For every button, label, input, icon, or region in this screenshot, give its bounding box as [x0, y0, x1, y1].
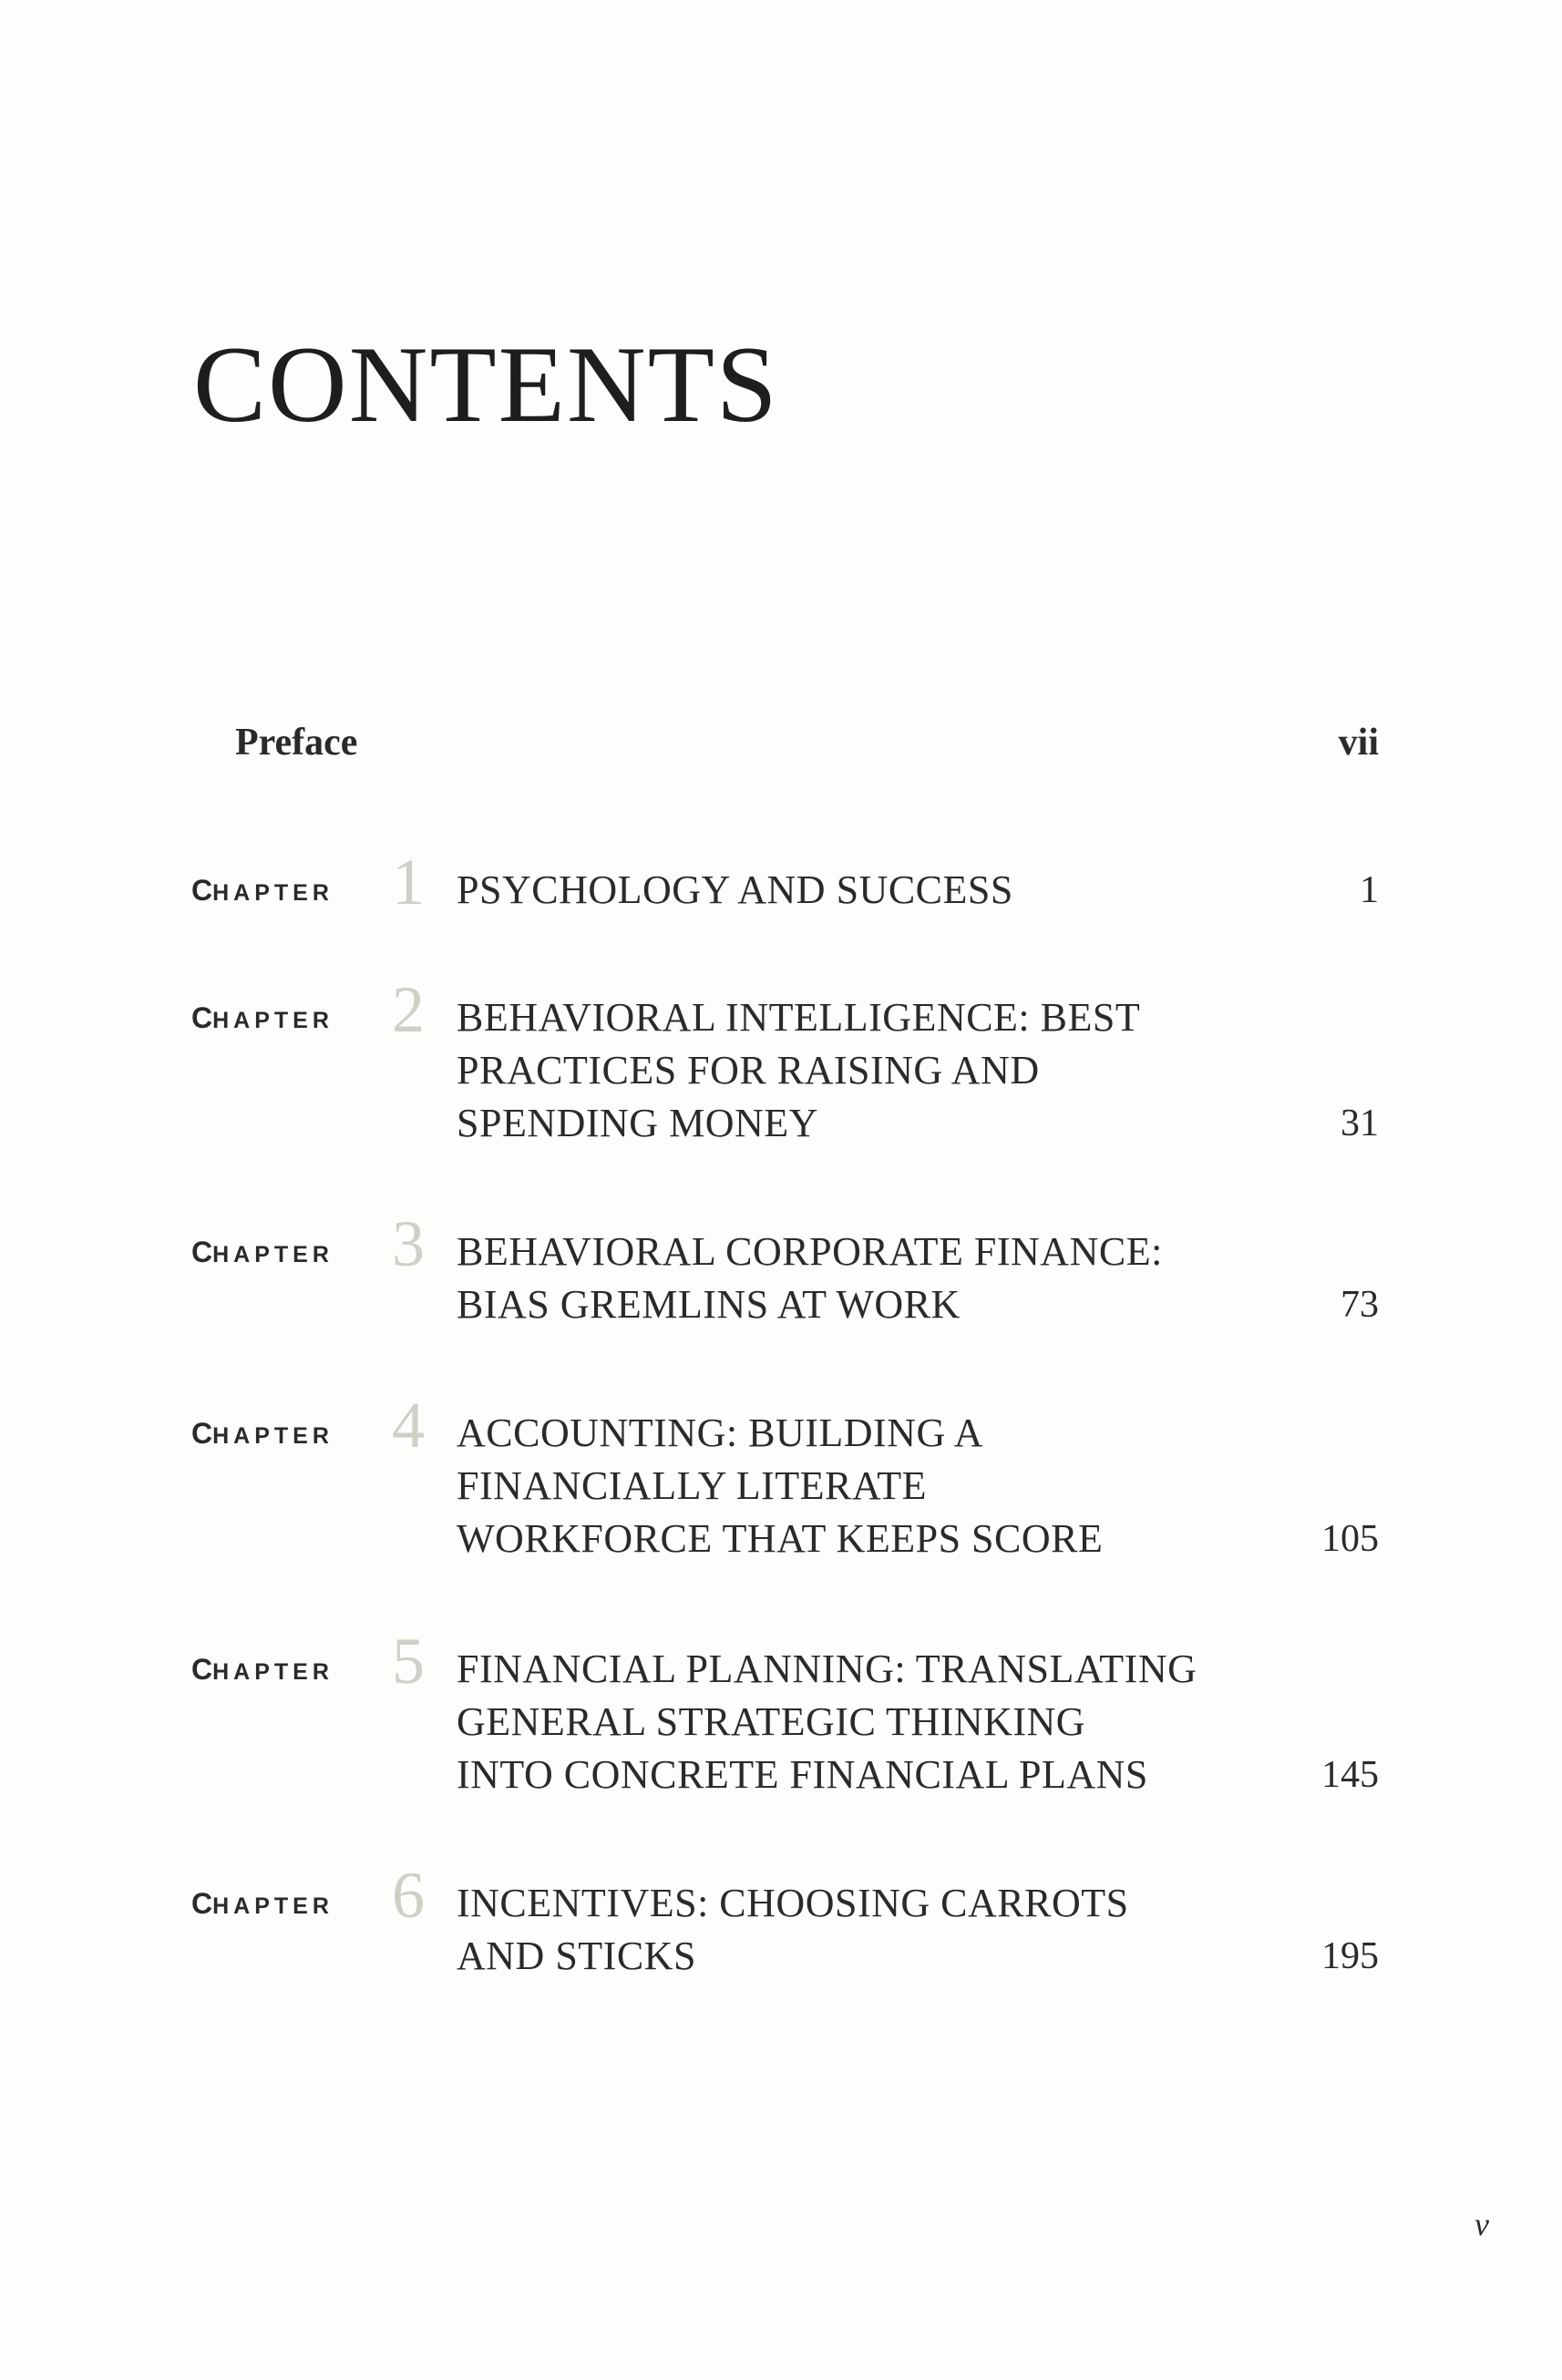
chapter-entry	[457, 1226, 1379, 1331]
chapter-label	[191, 991, 334, 1044]
page-folio: v	[1475, 2206, 1489, 2242]
chapter-entry	[457, 1407, 1379, 1565]
chapter-title-line: PRACTICES FOR RAISING AND	[457, 1048, 1040, 1093]
chapter-title-line: SPENDING MONEY	[457, 1101, 818, 1145]
chapter-title-line: AND STICKS	[457, 1934, 696, 1978]
chapter-title-line: BEHAVIORAL CORPORATE FINANCE:	[457, 1229, 1163, 1274]
chapter-label	[191, 1877, 334, 1930]
chapter-label-rest: HAPTER	[212, 1893, 334, 1919]
chapter-title-line: GENERAL STRATEGIC THINKING	[457, 1699, 1086, 1744]
chapter-number: 2	[392, 973, 425, 1046]
chapter-title-line: INTO CONCRETE FINANCIAL PLANS	[457, 1752, 1148, 1797]
chapter-title-line: INCENTIVES: CHOOSING CARROTS	[457, 1881, 1129, 1925]
chapter-title	[457, 1226, 1259, 1331]
chapter-label-rest: HAPTER	[212, 1008, 334, 1033]
chapter-title	[457, 864, 1259, 917]
chapter-entry	[457, 1643, 1379, 1801]
chapter-number: 4	[392, 1389, 425, 1462]
chapter-label-rest: HAPTER	[212, 1242, 334, 1267]
chapter-number: 1	[392, 846, 425, 918]
chapter-title	[457, 1877, 1259, 1983]
page-title: CONTENTS	[193, 323, 779, 445]
chapter-title-line: BIAS GREMLINS AT WORK	[457, 1282, 961, 1327]
chapter-page-number: 145	[1321, 1754, 1379, 1796]
chapter-label-initial: C	[191, 1001, 213, 1034]
chapter-label	[191, 1643, 334, 1696]
chapter-title	[457, 1643, 1259, 1801]
chapter-title-line: FINANCIAL PLANNING: TRANSLATING	[457, 1647, 1197, 1691]
chapter-label	[191, 864, 334, 917]
chapter-label-rest: HAPTER	[212, 1659, 334, 1685]
chapter-label-initial: C	[191, 1236, 213, 1268]
chapter-label-initial: C	[191, 1417, 213, 1450]
chapter-label-rest: HAPTER	[212, 880, 334, 906]
chapter-title-line: FINANCIALLY LITERATE	[457, 1463, 927, 1508]
chapter-page-number: 195	[1321, 1935, 1379, 1977]
chapter-label-initial: C	[191, 1653, 213, 1686]
chapter-page-number: 105	[1321, 1518, 1379, 1560]
chapter-label	[191, 1407, 334, 1460]
chapter-number: 6	[392, 1859, 425, 1932]
chapter-page-number: 1	[1360, 869, 1379, 911]
chapter-title-line: PSYCHOLOGY AND SUCCESS	[457, 867, 1013, 912]
chapter-label	[191, 1226, 334, 1278]
chapter-entry	[457, 991, 1379, 1150]
chapter-label-initial: C	[191, 874, 213, 907]
preface-entry: Preface	[235, 722, 358, 764]
chapter-number: 5	[392, 1625, 425, 1698]
chapter-title-line: WORKFORCE THAT KEEPS SCORE	[457, 1516, 1104, 1561]
chapter-page-number: 73	[1341, 1284, 1379, 1326]
chapter-label-initial: C	[191, 1887, 213, 1920]
chapter-label-rest: HAPTER	[212, 1423, 334, 1449]
chapter-title	[457, 991, 1259, 1150]
chapter-number: 3	[392, 1207, 425, 1280]
chapter-title-line: ACCOUNTING: BUILDING A	[457, 1411, 984, 1455]
chapter-title-line: BEHAVIORAL INTELLIGENCE: BEST	[457, 995, 1141, 1040]
chapter-page-number: 31	[1341, 1103, 1379, 1144]
chapter-entry	[457, 1877, 1379, 1983]
chapter-title	[457, 1407, 1259, 1565]
chapter-entry	[457, 864, 1379, 917]
preface-page-number: vii	[1338, 722, 1379, 764]
